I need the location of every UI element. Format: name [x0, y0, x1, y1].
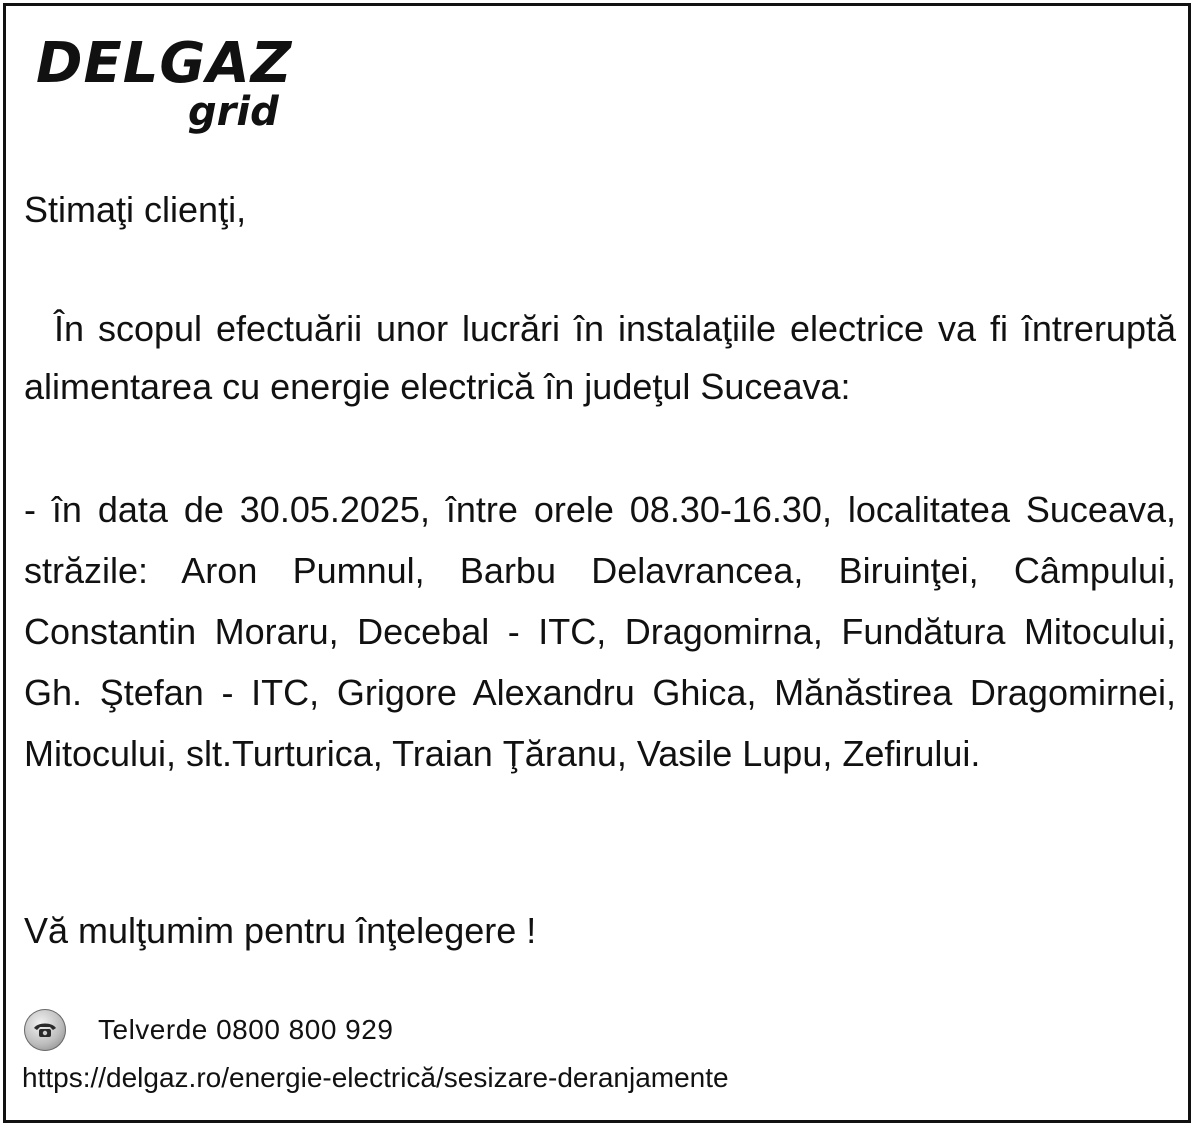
outage-details-paragraph: - în data de 30.05.2025, între orele 08.30-16.30, localitatea Suceava, străzile: Aron Pumnul, Barbu Delavrancea, Biruinţei, Câmpului, Constantin Moraru, Decebal - ITC, Dragomirna, Fundătura Mitocului, Gh. Ştefan - ITC, Grigore Alexandru Ghica, Mănăstirea Dragomirnei, Mitocului, slt.Turturica, Traian Ţăranu, Vasile Lupu, Zefirului. — [24, 489, 1176, 774]
logo-brand: DELGAZ — [36, 31, 293, 96]
greeting: Stimaţi clienţi, — [24, 189, 247, 230]
delgaz-grid-logo — [36, 31, 306, 138]
telephone-icon — [24, 1009, 66, 1051]
report-url-link[interactable]: https://delgaz.ro/energie-electrică/sesizare-deranjamente — [22, 1062, 729, 1093]
intro-paragraph: În scopul efectuării unor lucrări în instalaţiile electrice va fi întreruptă alimentarea cu energie electrică în judeţul Suceava: — [24, 308, 1176, 407]
logo-sub: grid — [188, 89, 279, 135]
thanks-line: Vă mulţumim pentru înţelegere ! — [24, 910, 537, 951]
telverde-number: Telverde 0800 800 929 — [98, 1014, 394, 1045]
contact-line — [24, 1008, 393, 1052]
